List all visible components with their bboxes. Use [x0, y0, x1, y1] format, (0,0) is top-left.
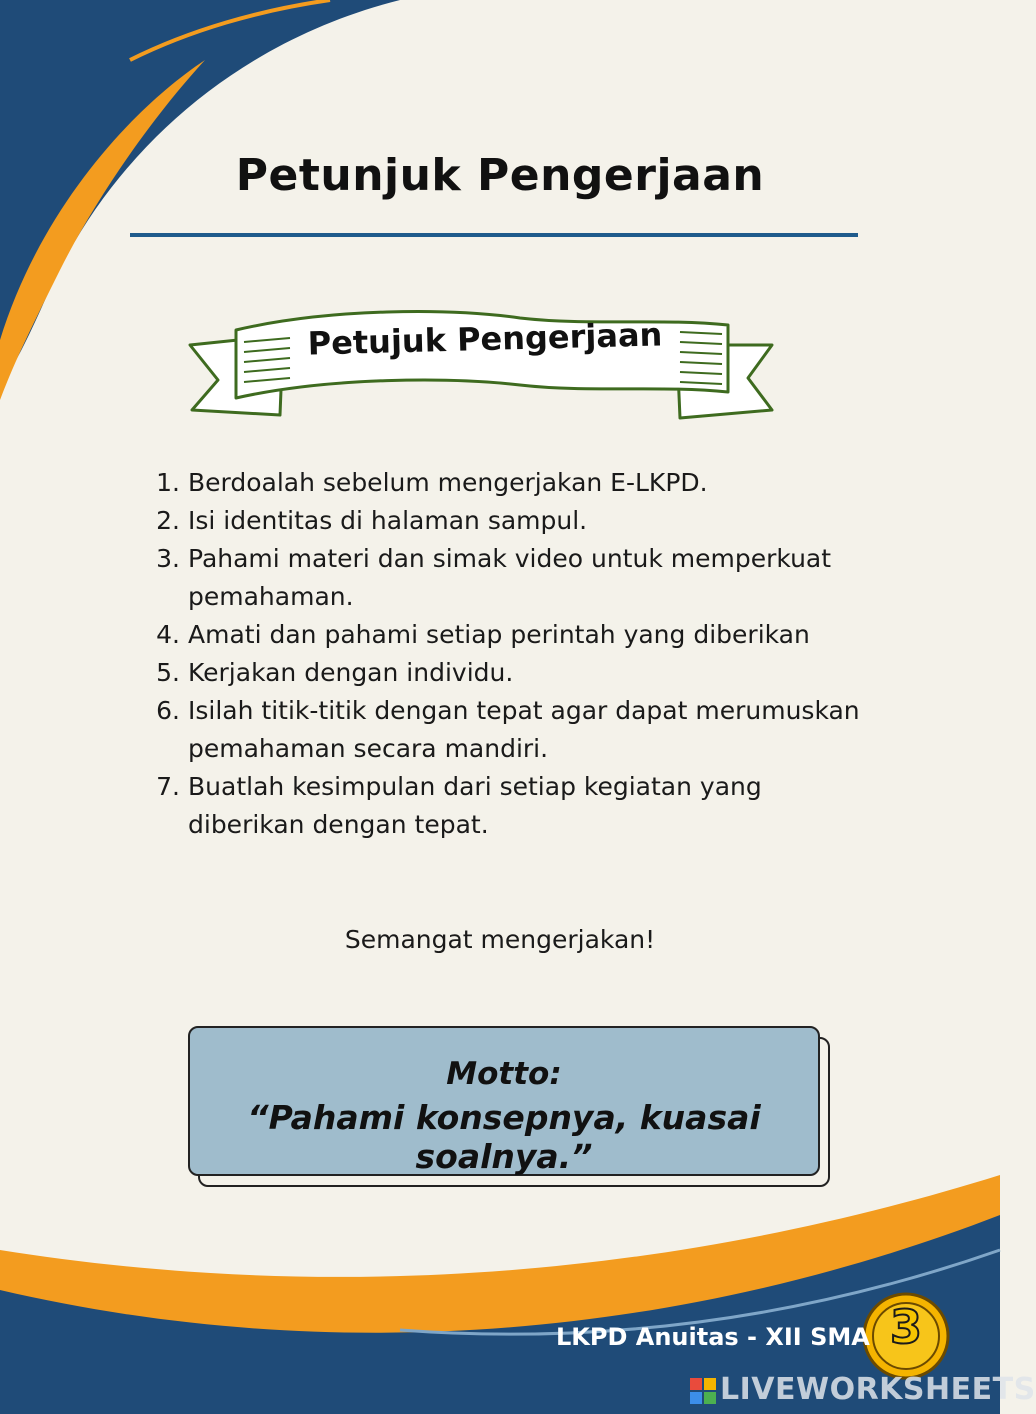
motto-text: “Pahami konsepnya, kuasai soalnya.” — [247, 1098, 761, 1176]
badge-number: 3 — [889, 1300, 922, 1354]
list-item — [140, 502, 870, 540]
item-number: 4. — [156, 620, 180, 649]
page-title: Petunjuk Pengerjaan — [235, 150, 765, 201]
title-divider — [130, 233, 858, 237]
list-item — [140, 768, 870, 844]
item-text: Isi identitas di halaman sampul. — [188, 506, 588, 535]
item-number: 2. — [156, 506, 180, 535]
item-number: 1. — [156, 468, 180, 497]
motto-label: Motto: — [446, 1056, 562, 1092]
item-number: 6. — [156, 696, 180, 725]
list-item — [140, 540, 870, 616]
list-item — [140, 654, 870, 692]
list-item — [140, 692, 870, 768]
footer-label: LKPD Anuitas - XII SMA — [556, 1323, 870, 1351]
item-text: Berdoalah sebelum mengerjakan E-LKPD. — [188, 468, 708, 497]
item-number: 5. — [156, 658, 180, 687]
item-text: Kerjakan dengan individu. — [188, 658, 514, 687]
closing-message: Semangat mengerjakan! — [344, 925, 656, 954]
instruction-list — [140, 464, 870, 844]
item-text: Buatlah kesimpulan dari setiap kegiatan yang diberikan dengan tepat. — [188, 772, 762, 839]
list-item — [140, 464, 870, 502]
liveworksheets-logo-icon — [690, 1378, 716, 1404]
ribbon-label: Petujuk Pengerjaan — [307, 315, 663, 363]
motto-box — [188, 1026, 820, 1176]
item-text: Amati dan pahami setiap perintah yang diberikan — [188, 620, 810, 649]
watermark: LIVEWORKSHEETS — [720, 1372, 1036, 1407]
item-number: 3. — [156, 544, 180, 573]
item-text: Pahami materi dan simak video untuk memperkuat pemahaman. — [188, 544, 832, 611]
item-number: 7. — [156, 772, 180, 801]
item-text: Isilah titik-titik dengan tepat agar dapat merumuskan pemahaman secara mandiri. — [188, 696, 860, 763]
list-item — [140, 616, 870, 654]
